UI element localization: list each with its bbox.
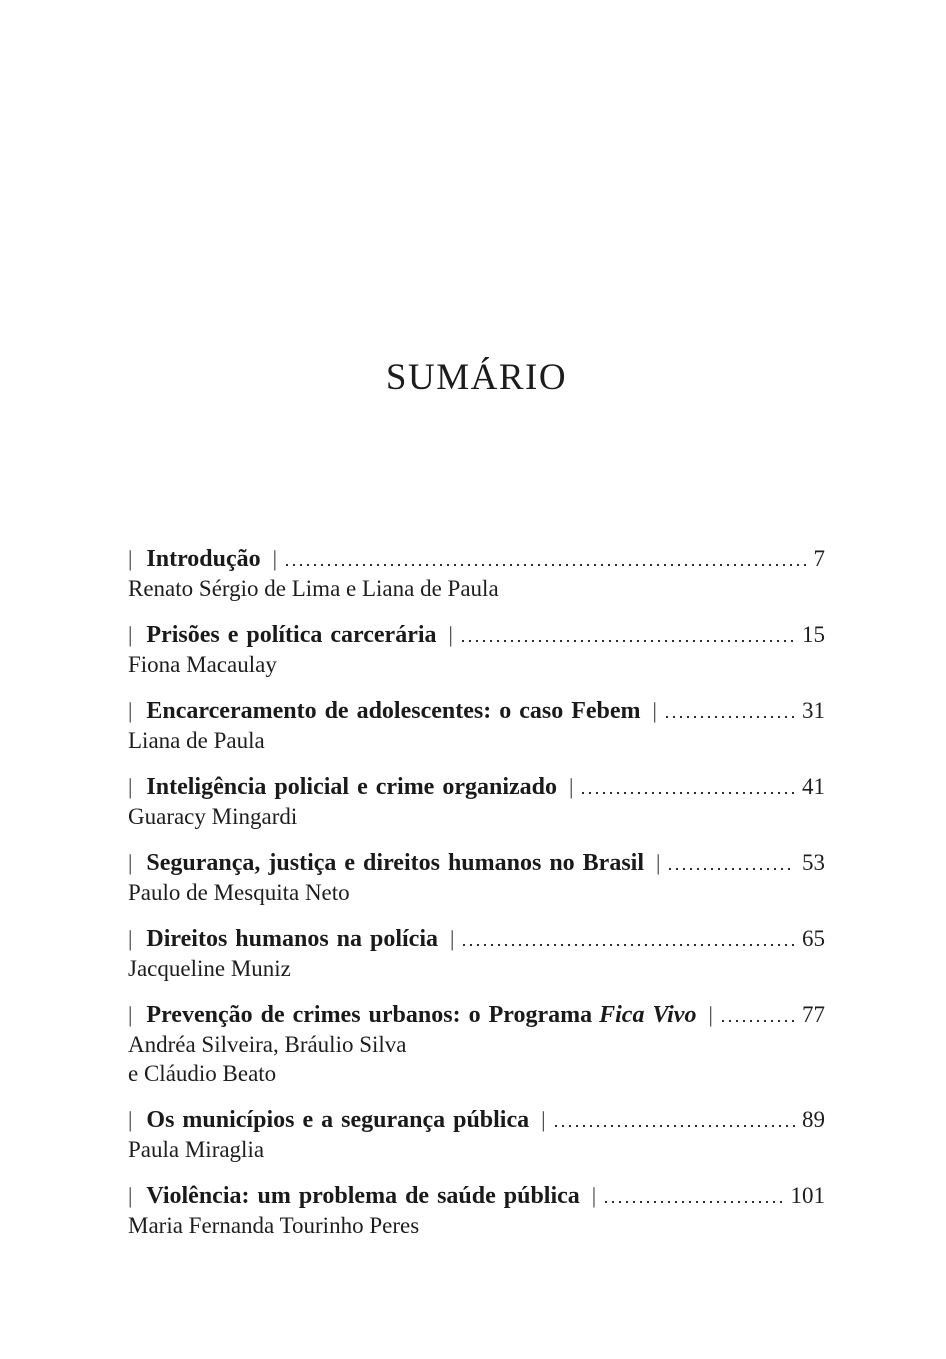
pipe-separator: |: [569, 774, 574, 799]
toc-entry-title: Direitos humanos na polícia: [146, 926, 439, 952]
toc-entry-title: Inteligência policial e crime organizado: [146, 774, 558, 800]
page-number: 41: [802, 774, 825, 799]
dotted-leader: [722, 1020, 795, 1022]
pipe-separator: |: [128, 1183, 133, 1208]
page-number: 15: [802, 622, 825, 647]
dotted-leader: [286, 564, 806, 566]
pipe-separator: |: [128, 774, 133, 799]
toc-entry-title: Prisões e política carcerária: [146, 622, 437, 648]
dotted-leader: [463, 944, 795, 946]
toc-entry-title-row: [128, 1000, 825, 1030]
dotted-leader: [555, 1125, 795, 1127]
pipe-separator: |: [128, 622, 133, 647]
dotted-leader: [605, 1201, 783, 1203]
table-of-contents: [128, 544, 825, 1257]
toc-entry: [128, 696, 825, 755]
dotted-leader: [582, 792, 795, 794]
toc-entry-author: Guaracy Mingardi: [128, 804, 298, 829]
toc-entry-title-row: [128, 1181, 825, 1211]
toc-entry-author: e Cláudio Beato: [128, 1061, 277, 1086]
toc-entry-title-italic: Fica Vivo: [599, 1002, 697, 1028]
toc-entry-title: Violência: um problema de saúde pública: [146, 1183, 580, 1209]
toc-entry: [128, 620, 825, 679]
toc-entry-author: Fiona Macaulay: [128, 652, 277, 677]
toc-entry-title-row: [128, 772, 825, 802]
toc-entry-author: Liana de Paula: [128, 728, 265, 753]
pipe-separator: |: [272, 546, 278, 571]
dotted-leader: [666, 716, 795, 718]
toc-entry-title-row: [128, 924, 825, 954]
pipe-separator: |: [448, 622, 453, 647]
toc-entry: [128, 924, 825, 983]
dotted-leader: [669, 868, 795, 870]
page-number: 77: [802, 1002, 825, 1027]
toc-entry-title: Segurança, justiça e direitos humanos no Brasil: [146, 850, 644, 876]
pipe-separator: |: [656, 850, 661, 875]
page-title: SUMÁRIO: [385, 357, 568, 398]
toc-entry-title: Prevenção de crimes urbanos: o Programa: [146, 1002, 593, 1028]
pipe-separator: |: [541, 1107, 546, 1132]
pipe-separator: |: [128, 1002, 133, 1027]
page-number: 89: [802, 1107, 825, 1132]
page-number: 31: [802, 698, 825, 723]
toc-entry-title-row: [128, 848, 825, 878]
page-number: 53: [802, 850, 825, 875]
page-number: 7: [813, 546, 825, 571]
page-number: 101: [790, 1183, 825, 1208]
pipe-separator: |: [708, 1002, 713, 1027]
pipe-separator: |: [652, 698, 657, 723]
toc-entry-author: Renato Sérgio de Lima e Liana de Paula: [128, 576, 499, 601]
toc-entry: [128, 544, 825, 603]
toc-entry: [128, 1000, 825, 1088]
toc-entry: [128, 1181, 825, 1240]
page-number: 65: [802, 926, 825, 951]
pipe-separator: |: [128, 546, 133, 571]
toc-entry-title-row: [128, 620, 825, 650]
toc-entry-author: Paula Miraglia: [128, 1137, 265, 1162]
toc-entry-author: Jacqueline Muniz: [128, 956, 291, 981]
toc-entry: [128, 772, 825, 831]
pipe-separator: |: [128, 926, 133, 951]
toc-entry-author: Maria Fernanda Tourinho Peres: [128, 1213, 420, 1238]
toc-entry-author: Paulo de Mesquita Neto: [128, 880, 350, 905]
toc-entry-title: Introdução: [146, 546, 261, 572]
pipe-separator: |: [128, 698, 133, 723]
toc-entry-author: Andréa Silveira, Bráulio Silva: [128, 1032, 407, 1057]
toc-entry-title: Os municípios e a segurança pública: [146, 1107, 530, 1133]
pipe-separator: |: [450, 926, 455, 951]
toc-entry: [128, 848, 825, 907]
toc-entry-title-row: [128, 544, 825, 574]
dotted-leader: [462, 640, 795, 642]
toc-entry-title: Encarceramento de adolescentes: o caso Febem: [146, 698, 641, 724]
pipe-separator: |: [128, 850, 133, 875]
pipe-separator: |: [591, 1183, 597, 1208]
toc-entry: [128, 1105, 825, 1164]
pipe-separator: |: [128, 1107, 133, 1132]
toc-entry-title-row: [128, 696, 825, 726]
toc-entry-title-row: [128, 1105, 825, 1135]
